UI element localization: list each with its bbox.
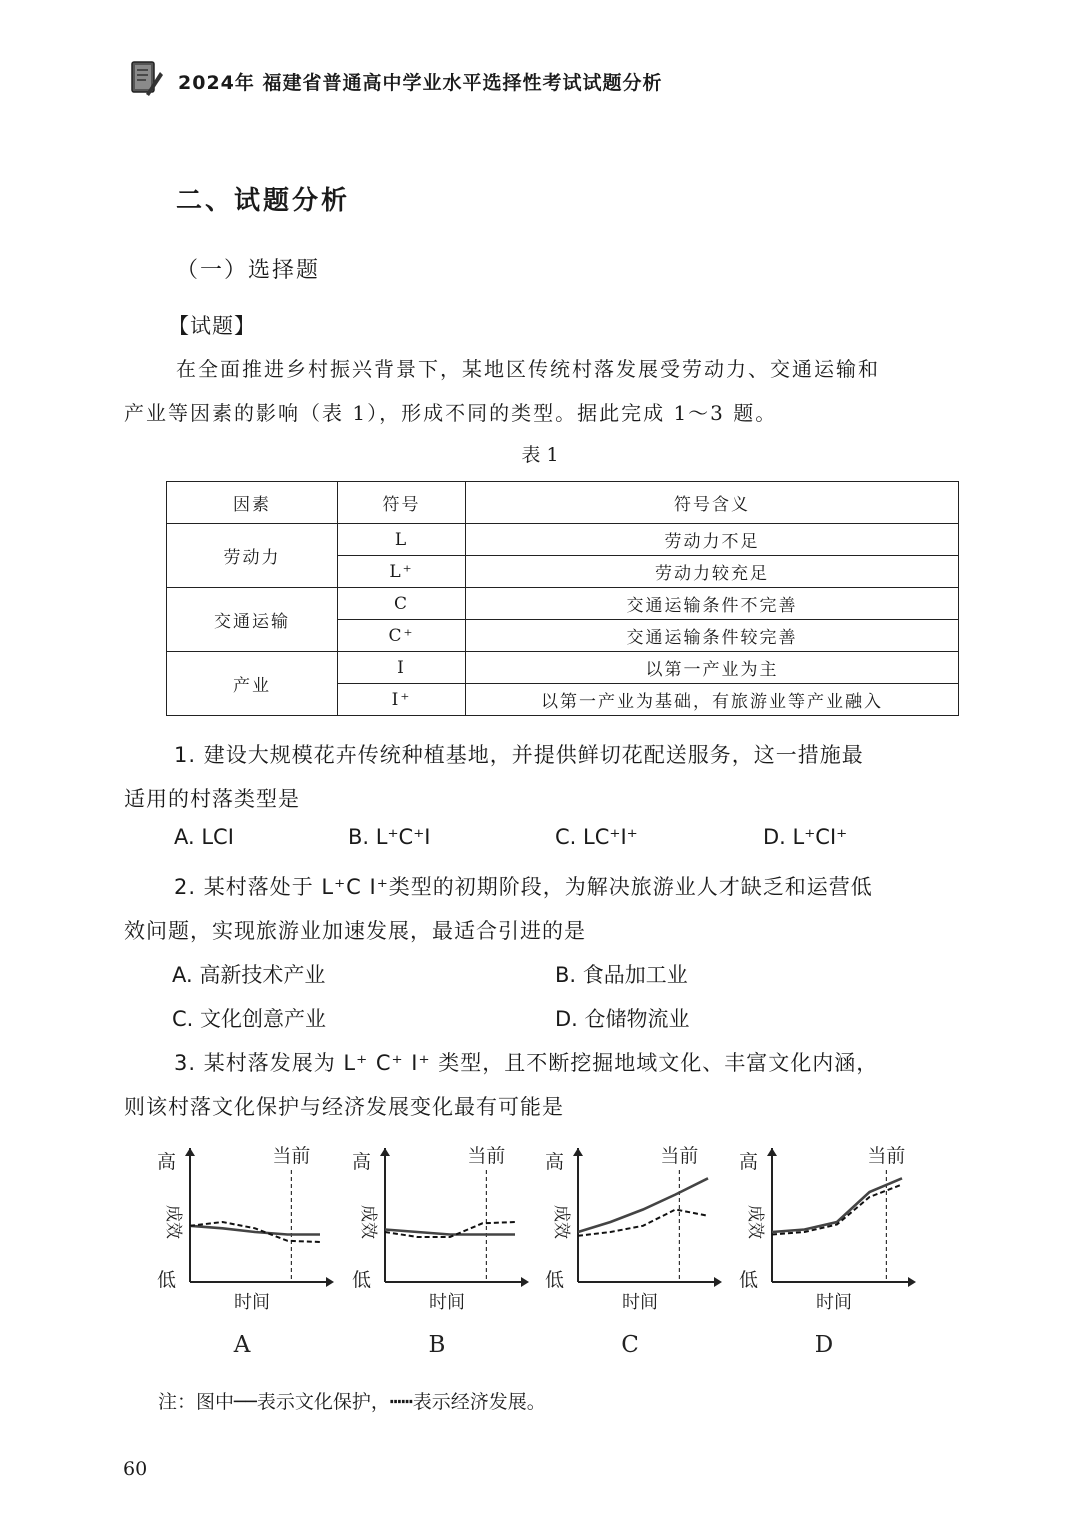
current-label: 当前 — [660, 1145, 699, 1167]
subsection-title: （一）选择题 — [176, 258, 321, 283]
table-row — [167, 524, 959, 556]
current-label: 当前 — [467, 1145, 506, 1167]
culture-protection-line — [385, 1230, 515, 1235]
header-title: 2024年 福建省普通高中学业水平选择性考试试题分析 — [178, 72, 663, 94]
y-low-label: 低 — [738, 1269, 758, 1291]
table-row — [167, 588, 959, 620]
intro-line-1: 在全面推进乡村振兴背景下，某地区传统村落发展受劳动力、交通运输和 — [176, 357, 880, 381]
chart-option-label: A — [233, 1332, 251, 1358]
question-3-line-1: 3. 某村落发展为 L⁺ C⁺ I⁺ 类型，且不断挖掘地域文化、丰富文化内涵， — [174, 1051, 879, 1075]
meaning-cell: 以第一产业为主 — [466, 652, 959, 684]
table-header-cell: 符号含义 — [466, 482, 959, 524]
x-axis-label: 时间 — [429, 1292, 465, 1313]
chart-option-label: D — [814, 1332, 834, 1358]
y-axis-label: 成效 — [551, 1205, 571, 1239]
x-axis-label: 时间 — [622, 1292, 658, 1313]
question-tag: 【试题】 — [168, 314, 256, 338]
q2-option-a: A. 高新技术产业 — [172, 963, 326, 987]
culture-protection-line — [578, 1178, 708, 1232]
section-title: 二、试题分析 — [176, 186, 351, 216]
table-header-cell: 因素 — [167, 482, 338, 524]
legend-note: 注：图中──表示文化保护，┅┅表示经济发展。 — [158, 1391, 546, 1413]
y-axis-label: 成效 — [745, 1205, 765, 1239]
q1-option-b: B. L⁺C⁺I — [348, 825, 431, 849]
x-axis-label: 时间 — [816, 1292, 852, 1313]
y-high-label: 高 — [544, 1151, 564, 1173]
q2-option-b: B. 食品加工业 — [555, 963, 688, 987]
table-caption: 表 1 — [521, 444, 559, 466]
y-axis-label: 成效 — [163, 1205, 183, 1239]
q1-option-d: D. L⁺CI⁺ — [763, 825, 848, 849]
economic-development-line — [578, 1210, 708, 1236]
meaning-cell: 以第一产业为基础，有旅游业等产业融入 — [466, 684, 959, 716]
factor-cell: 产业 — [167, 652, 338, 716]
symbol-cell: I — [338, 652, 466, 684]
q2-option-d: D. 仓储物流业 — [555, 1007, 690, 1031]
symbol-cell: L — [338, 524, 466, 556]
intro-line-2: 产业等因素的影响（表 1），形成不同的类型。据此完成 1～3 题。 — [124, 401, 778, 425]
q2-option-c: C. 文化创意产业 — [172, 1007, 327, 1031]
table-row — [167, 652, 959, 684]
book-pen-icon — [128, 58, 164, 98]
table-header-row — [167, 482, 959, 524]
factor-table — [166, 481, 959, 716]
y-high-label: 高 — [156, 1151, 176, 1173]
economic-development-line — [772, 1185, 902, 1235]
symbol-cell: I⁺ — [338, 684, 466, 716]
q1-option-c: C. LC⁺I⁺ — [555, 825, 638, 849]
y-low-label: 低 — [351, 1269, 371, 1291]
x-axis-arrow — [908, 1277, 916, 1287]
page-number: 60 — [123, 1458, 148, 1480]
q1-option-a: A. LCI — [174, 825, 234, 849]
chart-option-label: B — [428, 1332, 446, 1358]
meaning-cell: 交通运输条件不完善 — [466, 588, 959, 620]
y-low-label: 低 — [156, 1269, 176, 1291]
question-3-line-2: 则该村落文化保护与经济发展变化最有可能是 — [124, 1095, 564, 1119]
y-axis-arrow — [573, 1148, 583, 1156]
chart-option-label: C — [621, 1332, 639, 1358]
question-2-line-1: 2. 某村落处于 L⁺C I⁺类型的初期阶段，为解决旅游业人才缺乏和运营低 — [174, 875, 873, 899]
question-1-line-1: 1. 建设大规模花卉传统种植基地，并提供鲜切花配送服务，这一措施最 — [174, 743, 864, 767]
question-1-line-2: 适用的村落类型是 — [124, 787, 300, 811]
y-axis-label: 成效 — [358, 1205, 378, 1239]
y-axis-arrow — [767, 1148, 777, 1156]
meaning-cell: 劳动力不足 — [466, 524, 959, 556]
y-high-label: 高 — [738, 1151, 758, 1173]
current-label: 当前 — [867, 1145, 906, 1167]
meaning-cell: 劳动力较充足 — [466, 556, 959, 588]
factor-cell: 交通运输 — [167, 588, 338, 652]
y-axis-arrow — [185, 1148, 195, 1156]
current-label: 当前 — [272, 1145, 311, 1167]
symbol-cell: L⁺ — [338, 556, 466, 588]
x-axis-arrow — [714, 1277, 722, 1287]
symbol-cell: C⁺ — [338, 620, 466, 652]
meaning-cell: 交通运输条件较完善 — [466, 620, 959, 652]
answer-charts — [0, 1130, 1080, 1370]
y-low-label: 低 — [544, 1269, 564, 1291]
question-2-line-2: 效问题，实现旅游业加速发展，最适合引进的是 — [124, 919, 586, 943]
x-axis-arrow — [521, 1277, 529, 1287]
factor-cell: 劳动力 — [167, 524, 338, 588]
x-axis-arrow — [326, 1277, 334, 1287]
x-axis-label: 时间 — [234, 1292, 270, 1313]
table-header-cell: 符号 — [338, 482, 466, 524]
y-high-label: 高 — [351, 1151, 371, 1173]
culture-protection-line — [190, 1226, 320, 1235]
y-axis-arrow — [380, 1148, 390, 1156]
symbol-cell: C — [338, 588, 466, 620]
